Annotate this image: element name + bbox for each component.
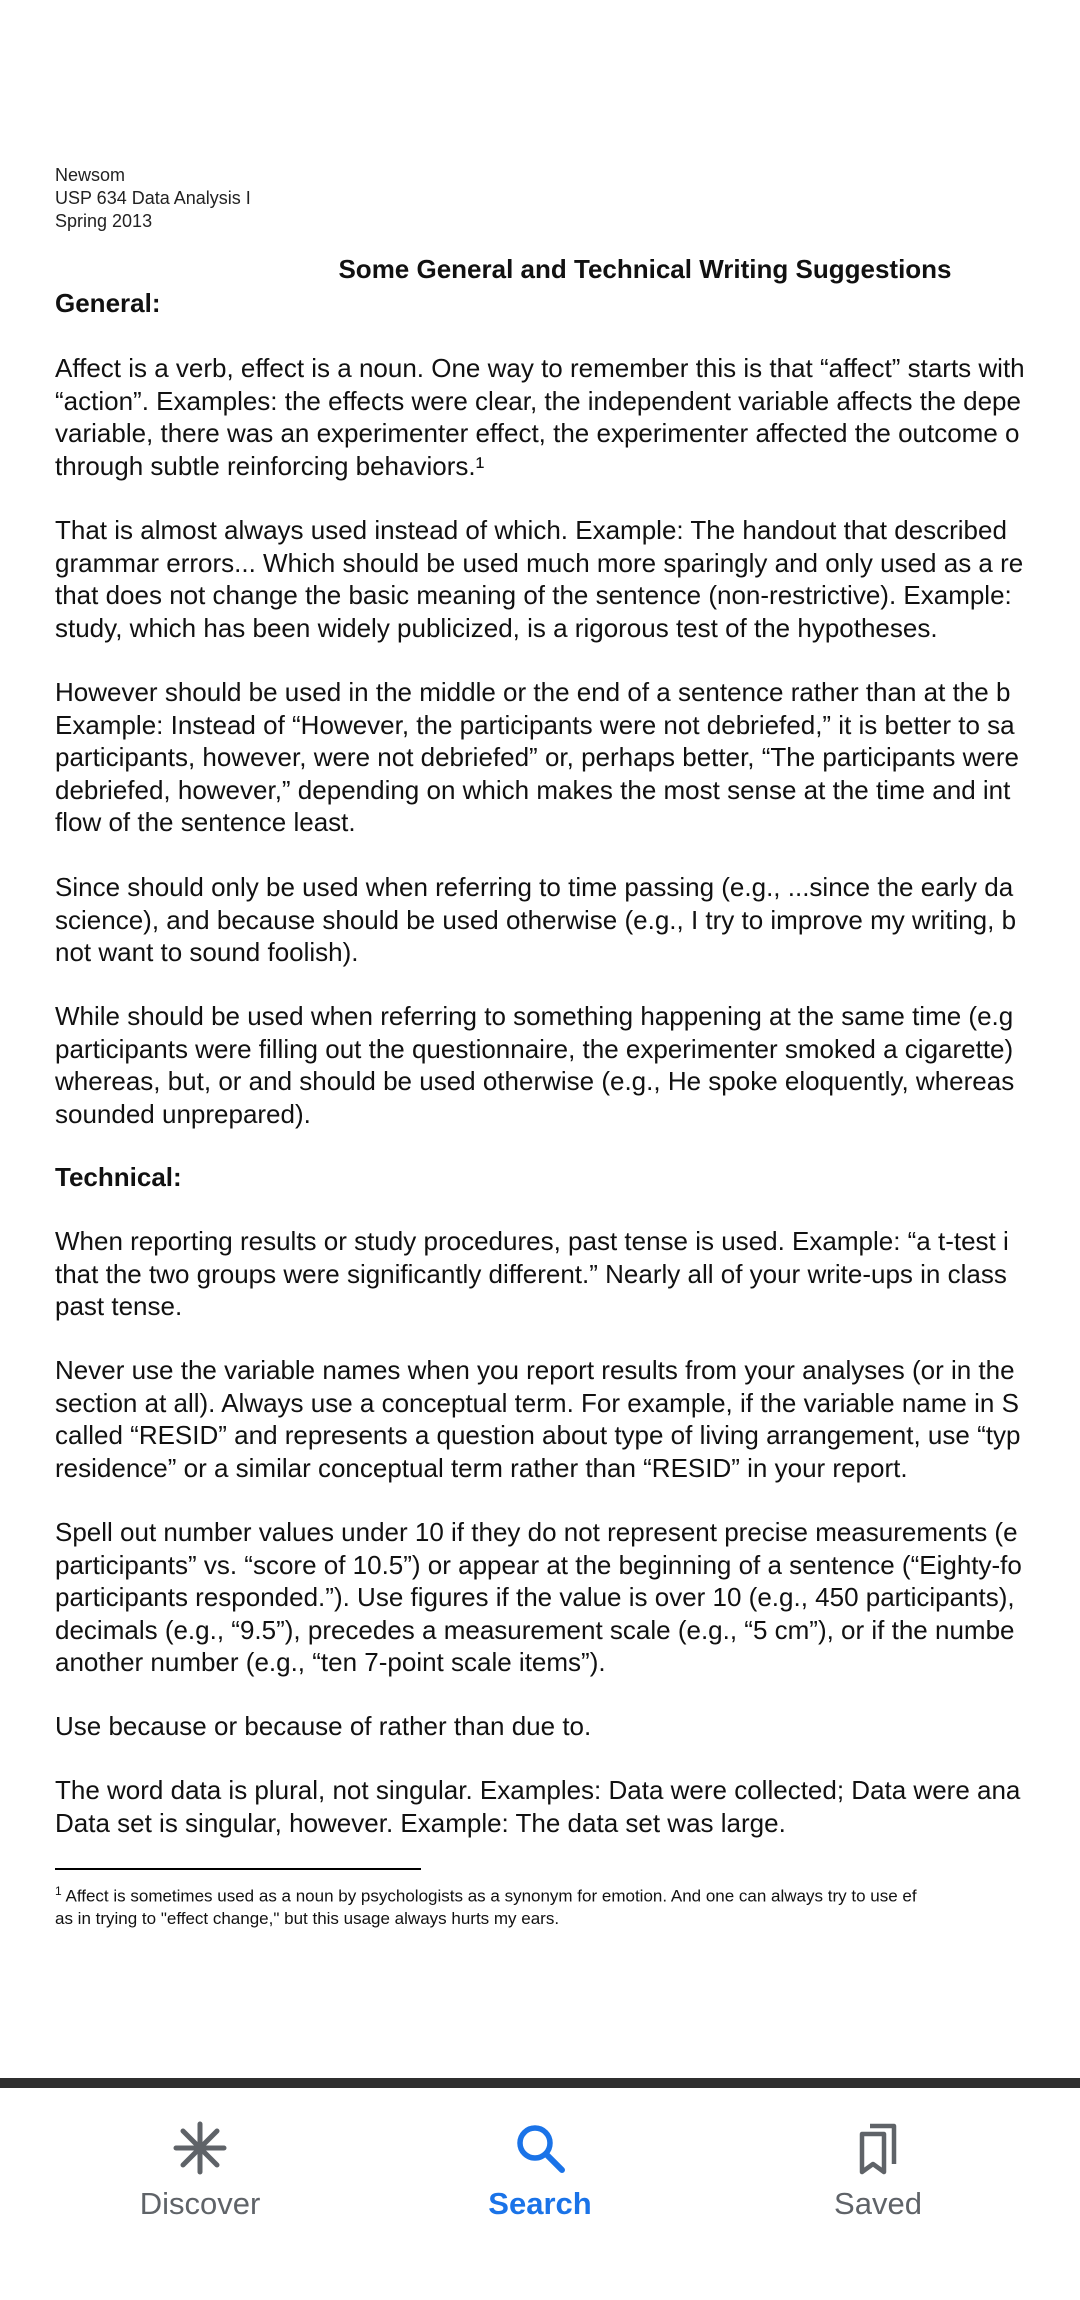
paragraph-line: sounded unprepared). xyxy=(55,1098,311,1129)
paragraph-line: participants, however, were not debriefed” or, perhaps better, “The participants were xyxy=(55,742,1019,772)
paragraph-line: That is almost always used instead of which. Example: The handout that described xyxy=(55,515,1007,545)
paragraph-since xyxy=(55,871,1080,969)
paragraph-line: When reporting results or study procedures, past tense is used. Example: “a t-test i xyxy=(55,1226,1009,1256)
paragraph-that xyxy=(55,514,1080,644)
paragraph-line: Spell out number values under 10 if they do not represent precise measurements (e xyxy=(55,1517,1018,1547)
header-term: Spring 2013 xyxy=(55,211,153,231)
document-bottom-edge xyxy=(0,2078,1080,2088)
paragraph-line: However should be used in the middle or the end of a sentence rather than at the b xyxy=(55,677,1011,707)
footnote-divider xyxy=(55,1868,421,1870)
section-general-heading: General: xyxy=(55,288,161,318)
nav-search-label: Search xyxy=(488,2186,592,2221)
paragraph-line: variable, there was an experimenter effect, the experimenter affected the outcome o xyxy=(55,418,1020,448)
paragraph-line: through subtle reinforcing behaviors.¹ xyxy=(55,450,485,481)
bookmarks-icon xyxy=(848,2118,908,2178)
paragraph-variable-names xyxy=(55,1354,1080,1484)
paragraph-line: grammar errors... Which should be used much more sparingly and only used as a re xyxy=(55,547,1024,578)
footnote-line: Affect is sometimes used as a noun by psychologists as a synonym for emotion. And one can always try to use ef xyxy=(65,1886,917,1906)
paragraph-line: participants were filling out the questionnaire, the experimenter smoked a cigarette) xyxy=(55,1033,1014,1064)
paragraph-line: residence” or a similar conceptual term rather than “RESID” in your report. xyxy=(55,1452,908,1483)
paragraph-line: Data set is singular, however. Example: The data set was large. xyxy=(55,1807,786,1838)
paragraph-however xyxy=(55,676,1080,839)
nav-saved-button[interactable] xyxy=(758,2118,998,2222)
section-technical-heading: Technical: xyxy=(55,1162,182,1192)
document-header xyxy=(55,164,251,233)
paragraph-line: section at all). Always use a conceptual term. For example, if the variable name in S xyxy=(55,1387,1019,1418)
paragraph-line: called “RESID” and represents a question about type of living arrangement, use “typ xyxy=(55,1420,1021,1450)
paragraph-line: flow of the sentence least. xyxy=(55,807,356,837)
paragraph-line: “action”. Examples: the effects were clear, the independent variable affects the depe xyxy=(55,385,1021,416)
footnote-line: as in trying to "effect change," but this usage always hurts my ears. xyxy=(55,1908,560,1928)
nav-discover-button[interactable] xyxy=(80,2118,320,2222)
paragraph-numbers xyxy=(55,1516,1080,1679)
paragraph-line: Since should only be used when referring to time passing (e.g., ...since the early da xyxy=(55,872,1014,902)
paragraph-line: participants responded.”). Use figures if the value is over 10 (e.g., 450 participants), xyxy=(55,1582,1015,1612)
paragraph-line: past tense. xyxy=(55,1291,183,1321)
paragraph-line: Use because or because of rather than due to. xyxy=(55,1711,592,1741)
paragraph-line: decimals (e.g., “9.5”), precedes a measurement scale (e.g., “5 cm”), or if the numbe xyxy=(55,1614,1015,1645)
header-author: Newsom xyxy=(55,165,126,185)
footnote xyxy=(55,1880,917,1930)
footnote-mark: 1 xyxy=(55,1884,62,1898)
paragraph-line: another number (e.g., “ten 7-point scale items”). xyxy=(55,1647,606,1677)
asterisk-icon xyxy=(170,2118,230,2178)
paragraph-line: participants” vs. “score of 10.5”) or appear at the beginning of a sentence (“Eighty-fo xyxy=(55,1549,1022,1580)
paragraph-line: debriefed, however,” depending on which makes the most sense at the time and int xyxy=(55,774,1011,805)
paragraph-data xyxy=(55,1774,1080,1839)
paragraph-line: While should be used when referring to something happening at the same time (e.g xyxy=(55,1001,1014,1031)
paragraph-line: study, which has been widely publicized, is a rigorous test of the hypotheses. xyxy=(55,612,938,643)
paragraph-while xyxy=(55,1000,1080,1130)
paragraph-line: not want to sound foolish). xyxy=(55,937,359,967)
paragraph-line: science), and because should be used otherwise (e.g., I try to improve my writing, b xyxy=(55,904,1017,935)
paragraph-line: Never use the variable names when you report results from your analyses (or in the xyxy=(55,1355,1015,1385)
bottom-navigation xyxy=(0,2088,1080,2300)
nav-search-button[interactable] xyxy=(420,2118,660,2222)
paragraph-line: that the two groups were significantly different.” Nearly all of your write-ups in class xyxy=(55,1258,1007,1289)
paragraph-line: whereas, but, or and should be used otherwise (e.g., He spoke eloquently, whereas xyxy=(55,1066,1015,1096)
paragraph-line: Affect is a verb, effect is a noun. One way to remember this is that “affect” starts with xyxy=(55,353,1025,383)
paragraph-tense xyxy=(55,1225,1080,1323)
document-title: Some General and Technical Writing Suggestions xyxy=(338,254,952,284)
paragraph-because xyxy=(55,1710,1080,1743)
paragraph-affect xyxy=(55,352,1080,482)
nav-discover-label: Discover xyxy=(139,2186,261,2221)
paragraph-line: Example: Instead of “However, the participants were not debriefed,” it is better to sa xyxy=(55,709,1015,740)
paragraph-line: The word data is plural, not singular. Examples: Data were collected; Data were ana xyxy=(55,1775,1021,1805)
nav-saved-label: Saved xyxy=(834,2186,922,2221)
paragraph-line: that does not change the basic meaning of the sentence (non-restrictive). Example: xyxy=(55,580,1012,610)
header-course: USP 634 Data Analysis I xyxy=(55,188,251,208)
search-icon xyxy=(510,2118,570,2178)
